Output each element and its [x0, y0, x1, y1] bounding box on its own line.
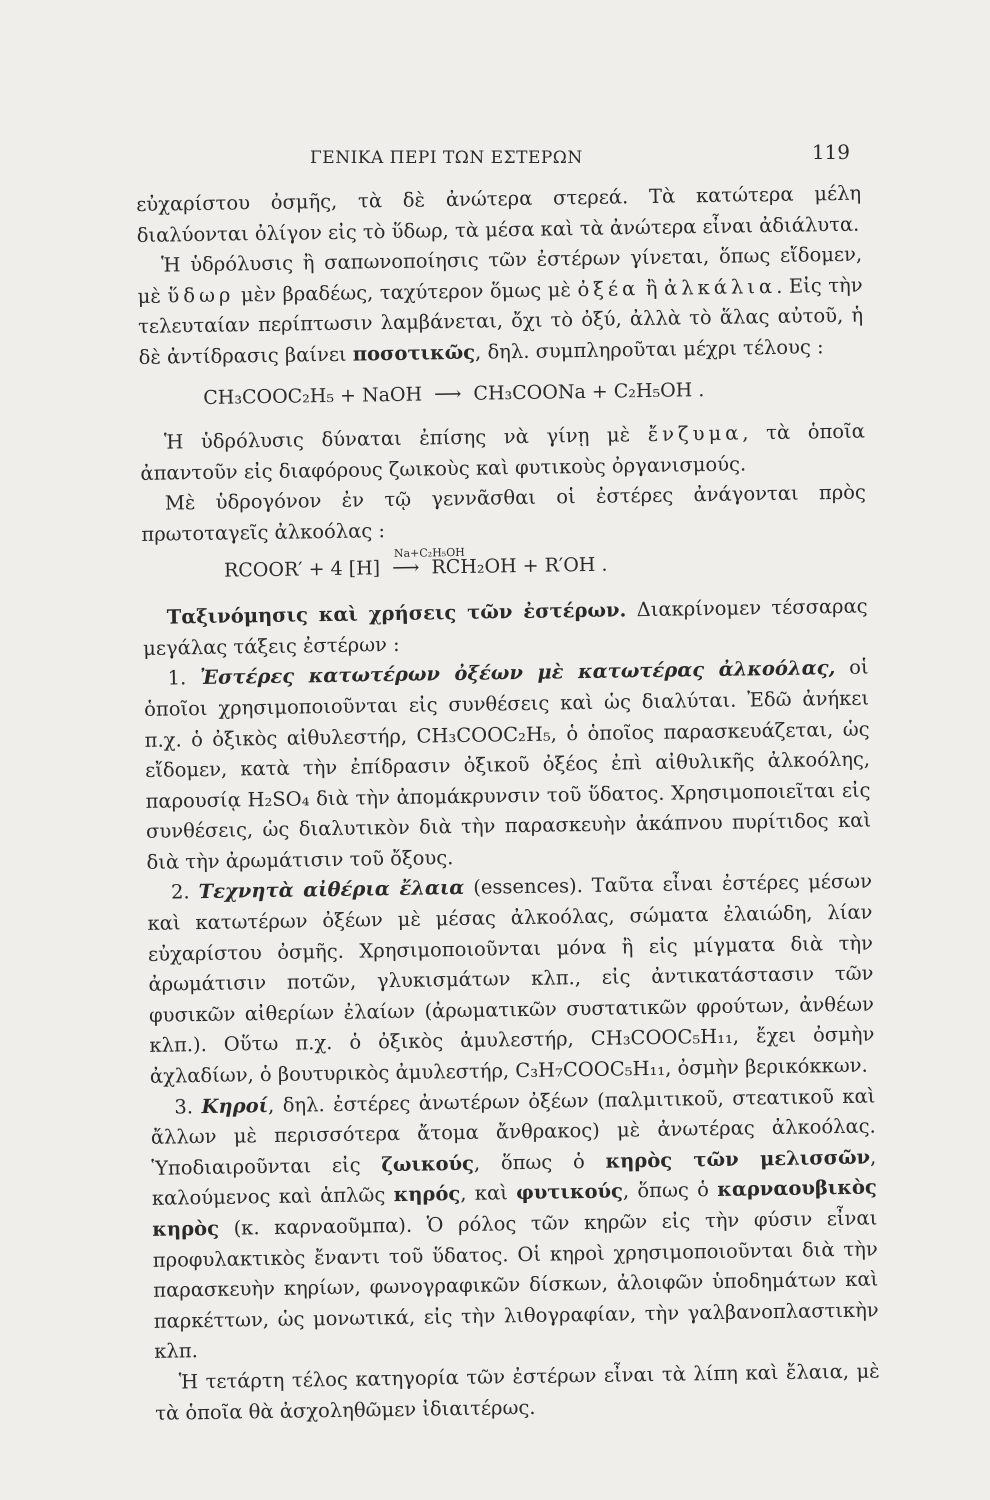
- equation-reduction: [224, 545, 867, 586]
- equation-rhs: CH₃COONa + C₂H₅OH .: [473, 378, 705, 405]
- list-item-lower-esters: 1. Ἐστέρες κατωτέρων ὀξέων μὲ κατωτέρας ἀλκοόλας, οἱ ὁποῖοι χρησιμοποιοῦνται εἰς συνθέσεις καὶ ὡς διαλύται. Ἐδῶ ἀνήκει π.χ. ὁ ὀξικὸς αἰθυλεστήρ, CH₃COOC₂H₅, ὁ ὁποῖος παρασκευάζεται, ὡς εἴδομεν, κατὰ τὴν ἐπίδρασιν ὀξικοῦ ὀξέος ἐπὶ αἰθυλικῆς ἀλκοόλης, παρουσίᾳ H₂SO₄ διὰ τὴν ἀπομάκρυνσιν τοῦ ὕδατος. Χρησιμοποιεῖται εἰς συνθέσεις, ὡς διαλυτικὸν διὰ τὴν παρασκευὴν ἀκάπνου πυρίτιδος καὶ διὰ τὴν ἀρωμάτισιν τοῦ ὄξους.: [143, 655, 872, 874]
- paragraph-solubility: εὐχαρίστου ὀσμῆς, τὰ δὲ ἀνώτερα στερεά. Τὰ κατώτερα μέλη διαλύονται ὀλίγον εἰς τὸ ὕδωρ, τὰ μέσα καὶ τὰ ἀνώτερα εἶναι ἀδιάλυτα.: [136, 181, 862, 247]
- emph-enzymes: ἔνζυμα: [647, 421, 743, 447]
- paragraph-reduction: Μὲ ὑδρογόνον ἐν τῷ γεννᾶσθαι οἱ ἐστέρες ἀνάγονται πρὸς πρωτοταγεῖς ἀλκοόλας :: [141, 480, 867, 546]
- header-title: ΓΕΝΙΚΑ ΠΕΡΙ ΤΩΝ ΕΣΤΕΡΩΝ: [310, 148, 583, 168]
- paragraph-hydrolysis: Ἡ ὑδρόλυσις ἢ σαπωνοποίησις τῶν ἐστέρων γίνεται, ὅπως εἴδομεν, μὲ ὕδωρ μὲν βραδέως, ταχύτερον ὅμως μὲ ὀξέα ἢ ἀλκάλια. Εἰς τὴν τελευταίαν περίπτωσιν λαμβάνεται, ὄχι τὸ ὀξύ, ἀλλὰ τὸ ἅλας αὐτοῦ, ἡ δὲ ἀντίδρασις βαίνει ποσοτικῶς, δηλ. συμπληροῦται μέχρι τέλους :: [137, 242, 864, 369]
- item-title: Τεχνητὰ αἰθέρια ἔλαια: [198, 876, 465, 904]
- emph-quantitatively: ποσοτικῶς: [352, 340, 476, 366]
- paragraph-enzymes: Ἡ ὑδρόλυσις δύναται ἐπίσης νὰ γίνῃ μὲ ἔνζυμα, τὰ ὁποῖα ἀπαντοῦν εἰς διαφόρους ζωικοὺς καὶ φυτικοὺς ὀργανισμούς.: [140, 419, 866, 485]
- emph-water: ὕδωρ: [167, 283, 235, 308]
- list-item-waxes: 3. Κηροί, δηλ. ἐστέρες ἀνωτέρων ὀξέων (παλμιτικοῦ, στεατικοῦ καὶ ἄλλων μὲ περισσότερα ἄτομα ἄνθρακος) μὲ ἀνωτέρας ἀλκοόλας. Ὑποδιαιροῦνται εἰς ζωικούς, ὅπως ὁ κηρὸς τῶν μελισσῶν, καλούμενος καὶ ἁπλῶς κηρός, καὶ φυτικούς, ὅπως ὁ καρναουβικὸς κηρὸς (κ. καρναοῦμπα). Ὁ ρόλος τῶν κηρῶν εἰς τὴν φύσιν εἶναι προφυλακτικὸς ἔναντι τοῦ ὕδατος. Οἱ κηροὶ χρησιμοποιοῦνται διὰ τὴν παρασκευὴν κηρίων, φωνογραφικῶν δίσκων, ἀλοιφῶν ὑποδημάτων καὶ παρκέττων, ὡς μονωτικά, εἰς τὴν λιθογραφίαν, τὴν γαλβανοπλαστικὴν κλπ.: [150, 1084, 879, 1364]
- paragraph-classification: Ταξινόμησις καὶ χρήσεις τῶν ἐστέρων. Διακρίνομεν τέσσαρας μεγάλας τάξεις ἐστέρων :: [143, 594, 868, 660]
- item-title: Ἐστέρες κατωτέρων ὀξέων μὲ κατωτέρας ἀλκοόλας,: [200, 656, 836, 690]
- reaction-arrow: Na+C₂H₅OH ⟶: [392, 552, 420, 583]
- equation-lhs: CH₃COOC₂H₅ + NaOH: [203, 383, 423, 409]
- paragraph-fats: Ἡ τετάρτη τέλος κατηγορία τῶν ἐστέρων εἶναι τὰ λίπη καὶ ἔλαια, μὲ τὰ ὁποῖα θὰ ἀσχοληθῶμεν ἰδιαιτέρως.: [155, 1359, 880, 1425]
- reaction-arrow: ⟶: [433, 382, 462, 405]
- emph-alkali: ἀλκάλια: [663, 274, 777, 300]
- page-body: [136, 179, 880, 1429]
- section-heading: Ταξινόμησις καὶ χρήσεις τῶν ἐστέρων.: [166, 598, 627, 629]
- emph-acids: ὀξέα: [577, 276, 640, 301]
- item-title: Κηροί: [201, 1093, 269, 1118]
- list-item-essences: 2. Τεχνητὰ αἰθέρια ἔλαια (essences). Ταῦτα εἶναι ἐστέρες μέσων καὶ κατωτέρων ὀξέων μὲ μέσας ἀλκοόλας, σώματα ἐλαιώδη, λίαν εὐχαρίστου ὀσμῆς. Χρησιμοποιοῦνται μόνα ἢ εἰς μίγματα διὰ τὴν ἀρωμάτισιν ποτῶν, γλυκισμάτων κλπ., εἰς ἀντικατάστασιν τῶν φυσικῶν αἰθερίων ἐλαίων (ἀρωματικῶν συστατικῶν φρούτων, ἀνθέων κλπ.). Οὕτω π.χ. ὁ ὀξικὸς ἀμυλεστήρ, CH₃COOC₅H₁₁, ἔχει ὀσμὴν ἀχλαδίων, ὁ βουτυρικὸς ἀμυλεστήρ, C₃H₇COOC₅H₁₁, ὀσμὴν βερικόκκων.: [147, 869, 875, 1088]
- equation-rhs: RCH₂OH + R′OH .: [431, 553, 608, 578]
- equation-lhs: RCOOR′ + 4 [H]: [223, 556, 381, 582]
- page-number: 119: [811, 140, 850, 164]
- running-header: [140, 140, 860, 176]
- catalyst-label: Na+C₂H₅OH: [393, 545, 465, 560]
- equation-saponification: [203, 372, 864, 413]
